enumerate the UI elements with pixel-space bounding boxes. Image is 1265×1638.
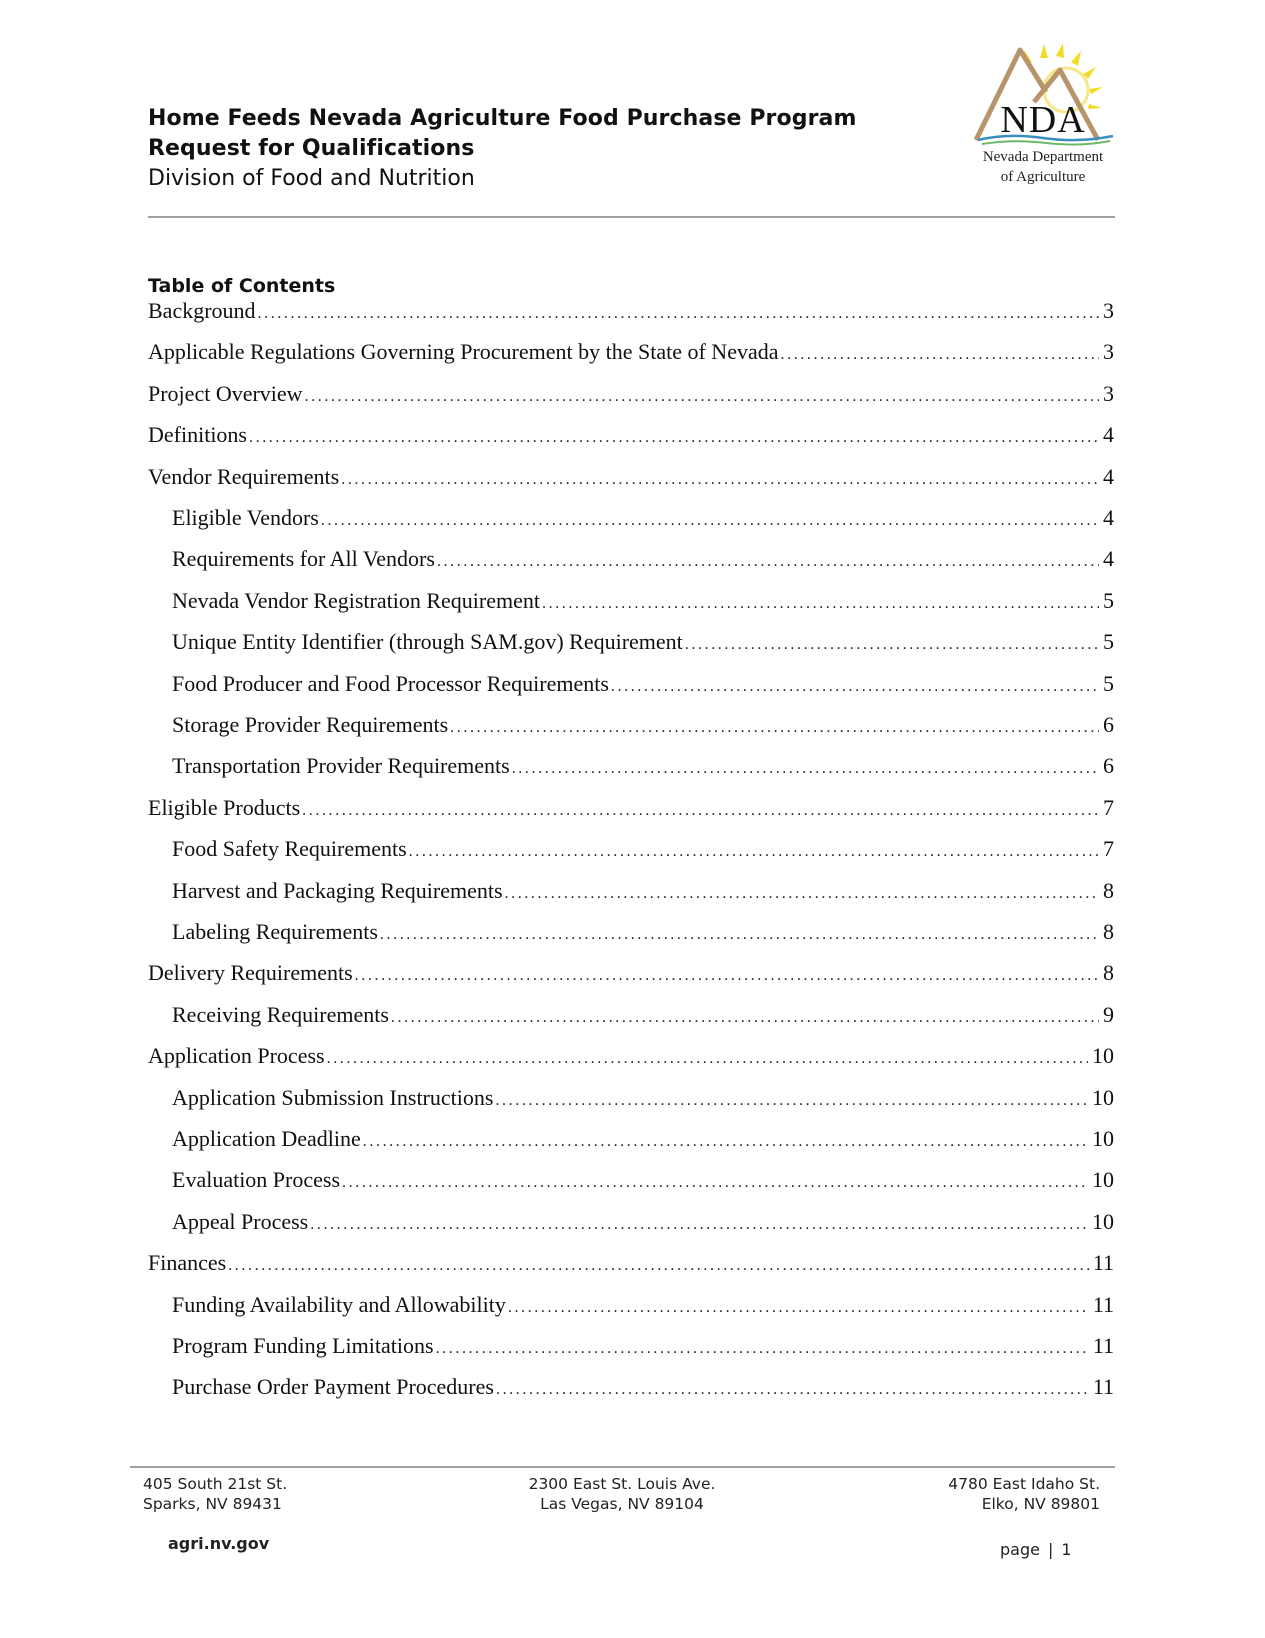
toc-leader-dots: [508, 1293, 1089, 1323]
toc-entry-page: 11: [1092, 1250, 1114, 1276]
toc-leader-dots: [391, 1003, 1099, 1033]
logo-acronym: NDA: [1000, 99, 1086, 141]
toc-entry[interactable]: [148, 958, 1114, 988]
toc-entry-label: Unique Entity Identifier (through SAM.gov) Requirement: [172, 629, 683, 655]
toc-leader-dots: [781, 340, 1100, 370]
toc-entry[interactable]: [172, 834, 1114, 864]
toc-entry-page: 10: [1092, 1167, 1114, 1193]
toc-leader-dots: [409, 837, 1099, 867]
logo-org-line-2: of Agriculture: [1000, 169, 1086, 185]
toc-entry-page: 8: [1103, 960, 1114, 986]
toc-entry[interactable]: [172, 544, 1114, 574]
toc-leader-dots: [685, 630, 1099, 660]
toc-entry[interactable]: [172, 1290, 1114, 1320]
toc-entry[interactable]: [172, 876, 1114, 906]
toc-leader-dots: [437, 547, 1099, 577]
toc-entry-label: Application Deadline: [172, 1126, 361, 1151]
toc-entry[interactable]: [172, 710, 1114, 740]
toc-entry[interactable]: [172, 1165, 1114, 1195]
toc-entry-page: 11: [1092, 1333, 1114, 1358]
toc-leader-dots: [496, 1375, 1089, 1405]
toc-entry-page: 10: [1092, 1043, 1114, 1069]
toc-entry-page: 5: [1103, 670, 1114, 696]
toc-entry-label: Nevada Vendor Registration Requirement: [172, 587, 540, 613]
toc-entry[interactable]: [148, 793, 1114, 823]
toc-entry-label: Labeling Requirements: [172, 919, 378, 944]
toc-entry[interactable]: [172, 669, 1114, 699]
toc-entry-page: 10: [1092, 1126, 1114, 1151]
toc-leader-dots: [342, 1168, 1088, 1198]
toc-entry-label: Delivery Requirements: [148, 960, 353, 986]
toc-entry-page: 3: [1103, 380, 1114, 406]
toc-entry-label: Requirements for All Vendors: [172, 546, 435, 572]
nda-logo: [968, 40, 1118, 190]
title-line-2: Request for Qualifications: [148, 136, 475, 161]
toc-entry-label: Appeal Process: [172, 1208, 309, 1234]
toc-entry-page: 7: [1103, 794, 1114, 820]
toc-entry-page: 8: [1103, 877, 1114, 903]
toc-entry-page: 3: [1103, 339, 1114, 365]
toc-entry[interactable]: [172, 1331, 1114, 1361]
toc-entry-page: 8: [1103, 919, 1114, 944]
toc-entry-page: 4: [1103, 463, 1114, 489]
toc-entry-label: Harvest and Packaging Requirements: [172, 877, 503, 903]
toc-heading: Table of Contents: [148, 275, 336, 297]
toc-entry-label: Receiving Requirements: [172, 1001, 389, 1027]
toc-entry[interactable]: [148, 296, 1114, 326]
footer-address-sparks: [143, 1474, 287, 1514]
toc-entry-page: 9: [1103, 1001, 1114, 1027]
toc-entry[interactable]: [172, 503, 1114, 533]
toc-leader-dots: [611, 672, 1099, 702]
toc-entry[interactable]: [172, 1000, 1114, 1030]
footer-address-las-vegas: [482, 1474, 762, 1514]
toc-entry[interactable]: [172, 1372, 1114, 1402]
address-line: 2300 East St. Louis Ave.: [528, 1475, 716, 1493]
address-line: Elko, NV 89801: [981, 1495, 1100, 1513]
toc-entry-label: Storage Provider Requirements: [172, 712, 449, 737]
page-label: page: [1000, 1540, 1040, 1559]
toc-entry-page: 10: [1092, 1084, 1114, 1110]
footer-divider: [130, 1466, 1115, 1468]
toc-entry[interactable]: [172, 917, 1114, 947]
toc-leader-dots: [305, 382, 1099, 412]
toc-leader-dots: [363, 1127, 1088, 1157]
toc-entry-label: Purchase Order Payment Procedures: [172, 1374, 494, 1400]
toc-leader-dots: [495, 1086, 1088, 1116]
toc-leader-dots: [436, 1334, 1089, 1364]
toc-entry[interactable]: [172, 1207, 1114, 1237]
toc-entry-label: Evaluation Process: [172, 1167, 341, 1193]
toc-leader-dots: [380, 920, 1099, 950]
toc-entry[interactable]: [148, 420, 1114, 450]
toc-entry-page: 5: [1103, 587, 1114, 613]
toc-entry[interactable]: [172, 627, 1114, 657]
toc-entry[interactable]: [172, 1083, 1114, 1113]
toc-entry[interactable]: [148, 379, 1114, 409]
toc-leader-dots: [450, 713, 1099, 743]
footer-website: agri.nv.gov: [168, 1534, 270, 1553]
toc-entry-label: Background: [148, 298, 256, 323]
toc-leader-dots: [321, 506, 1099, 536]
toc-leader-dots: [512, 754, 1099, 784]
toc-entry[interactable]: [148, 1248, 1114, 1278]
toc-entry-label: Eligible Products: [148, 794, 301, 820]
toc-entry[interactable]: [172, 751, 1114, 781]
toc-leader-dots: [302, 796, 1099, 826]
toc-entry-label: Food Producer and Food Processor Requirements: [172, 670, 609, 696]
footer-address-elko: [900, 1474, 1100, 1514]
page-number-indicator: [1000, 1540, 1072, 1560]
address-line: 405 South 21st St.: [143, 1475, 288, 1493]
toc-leader-dots: [327, 1044, 1088, 1074]
toc-entry[interactable]: [148, 462, 1114, 492]
toc-entry[interactable]: [172, 1124, 1114, 1154]
toc-entry-page: 7: [1103, 836, 1114, 862]
toc-entry[interactable]: [148, 1041, 1114, 1071]
toc-entry-label: Application Submission Instructions: [172, 1084, 494, 1110]
toc-entry-label: Project Overview: [148, 380, 303, 406]
logo-org-line-1: Nevada Department: [982, 149, 1104, 165]
page-number: 1: [1061, 1540, 1072, 1559]
toc-leader-dots: [310, 1210, 1088, 1240]
toc-entry-label: Transportation Provider Requirements: [172, 753, 510, 779]
document-title: [148, 104, 857, 164]
toc-leader-dots: [542, 589, 1099, 619]
toc-leader-dots: [228, 1251, 1089, 1281]
toc-entry-page: 3: [1103, 298, 1114, 323]
toc-entry-label: Application Process: [148, 1043, 325, 1069]
page-separator: |: [1047, 1540, 1054, 1559]
division-subtitle: Division of Food and Nutrition: [148, 166, 475, 191]
toc-entry-label: Program Funding Limitations: [172, 1333, 434, 1358]
toc-entry-label: Funding Availability and Allowability: [172, 1291, 506, 1317]
toc-entry-label: Definitions: [148, 422, 247, 448]
toc-entry-page: 11: [1092, 1374, 1114, 1400]
toc-entry-page: 4: [1103, 546, 1114, 572]
toc-entry-page: 6: [1103, 712, 1114, 737]
toc-entry-label: Finances: [148, 1250, 227, 1276]
toc-entry-page: 4: [1103, 505, 1114, 530]
address-line: Las Vegas, NV 89104: [540, 1495, 704, 1513]
toc-entry[interactable]: [148, 337, 1114, 367]
toc-entry-label: Food Safety Requirements: [172, 836, 407, 862]
toc-entry-page: 11: [1092, 1291, 1114, 1317]
toc-entry-page: 5: [1103, 629, 1114, 655]
title-line-1: Home Feeds Nevada Agriculture Food Purchase Program: [148, 106, 857, 131]
toc-entry-label: Applicable Regulations Governing Procurement by the State of Nevada: [148, 339, 779, 365]
toc-leader-dots: [505, 879, 1099, 909]
toc-leader-dots: [341, 465, 1099, 495]
address-line: Sparks, NV 89431: [143, 1495, 282, 1513]
header-divider: [148, 216, 1115, 218]
toc-leader-dots: [258, 299, 1099, 329]
toc-leader-dots: [249, 423, 1099, 453]
toc-entry[interactable]: [172, 586, 1114, 616]
toc-leader-dots: [355, 961, 1099, 991]
toc-entry-page: 10: [1092, 1208, 1114, 1234]
toc-entry-page: 4: [1103, 422, 1114, 448]
toc-entry-label: Eligible Vendors: [172, 505, 319, 530]
toc-entry-label: Vendor Requirements: [148, 463, 340, 489]
address-line: 4780 East Idaho St.: [948, 1475, 1100, 1493]
toc-entry-page: 6: [1103, 753, 1114, 779]
